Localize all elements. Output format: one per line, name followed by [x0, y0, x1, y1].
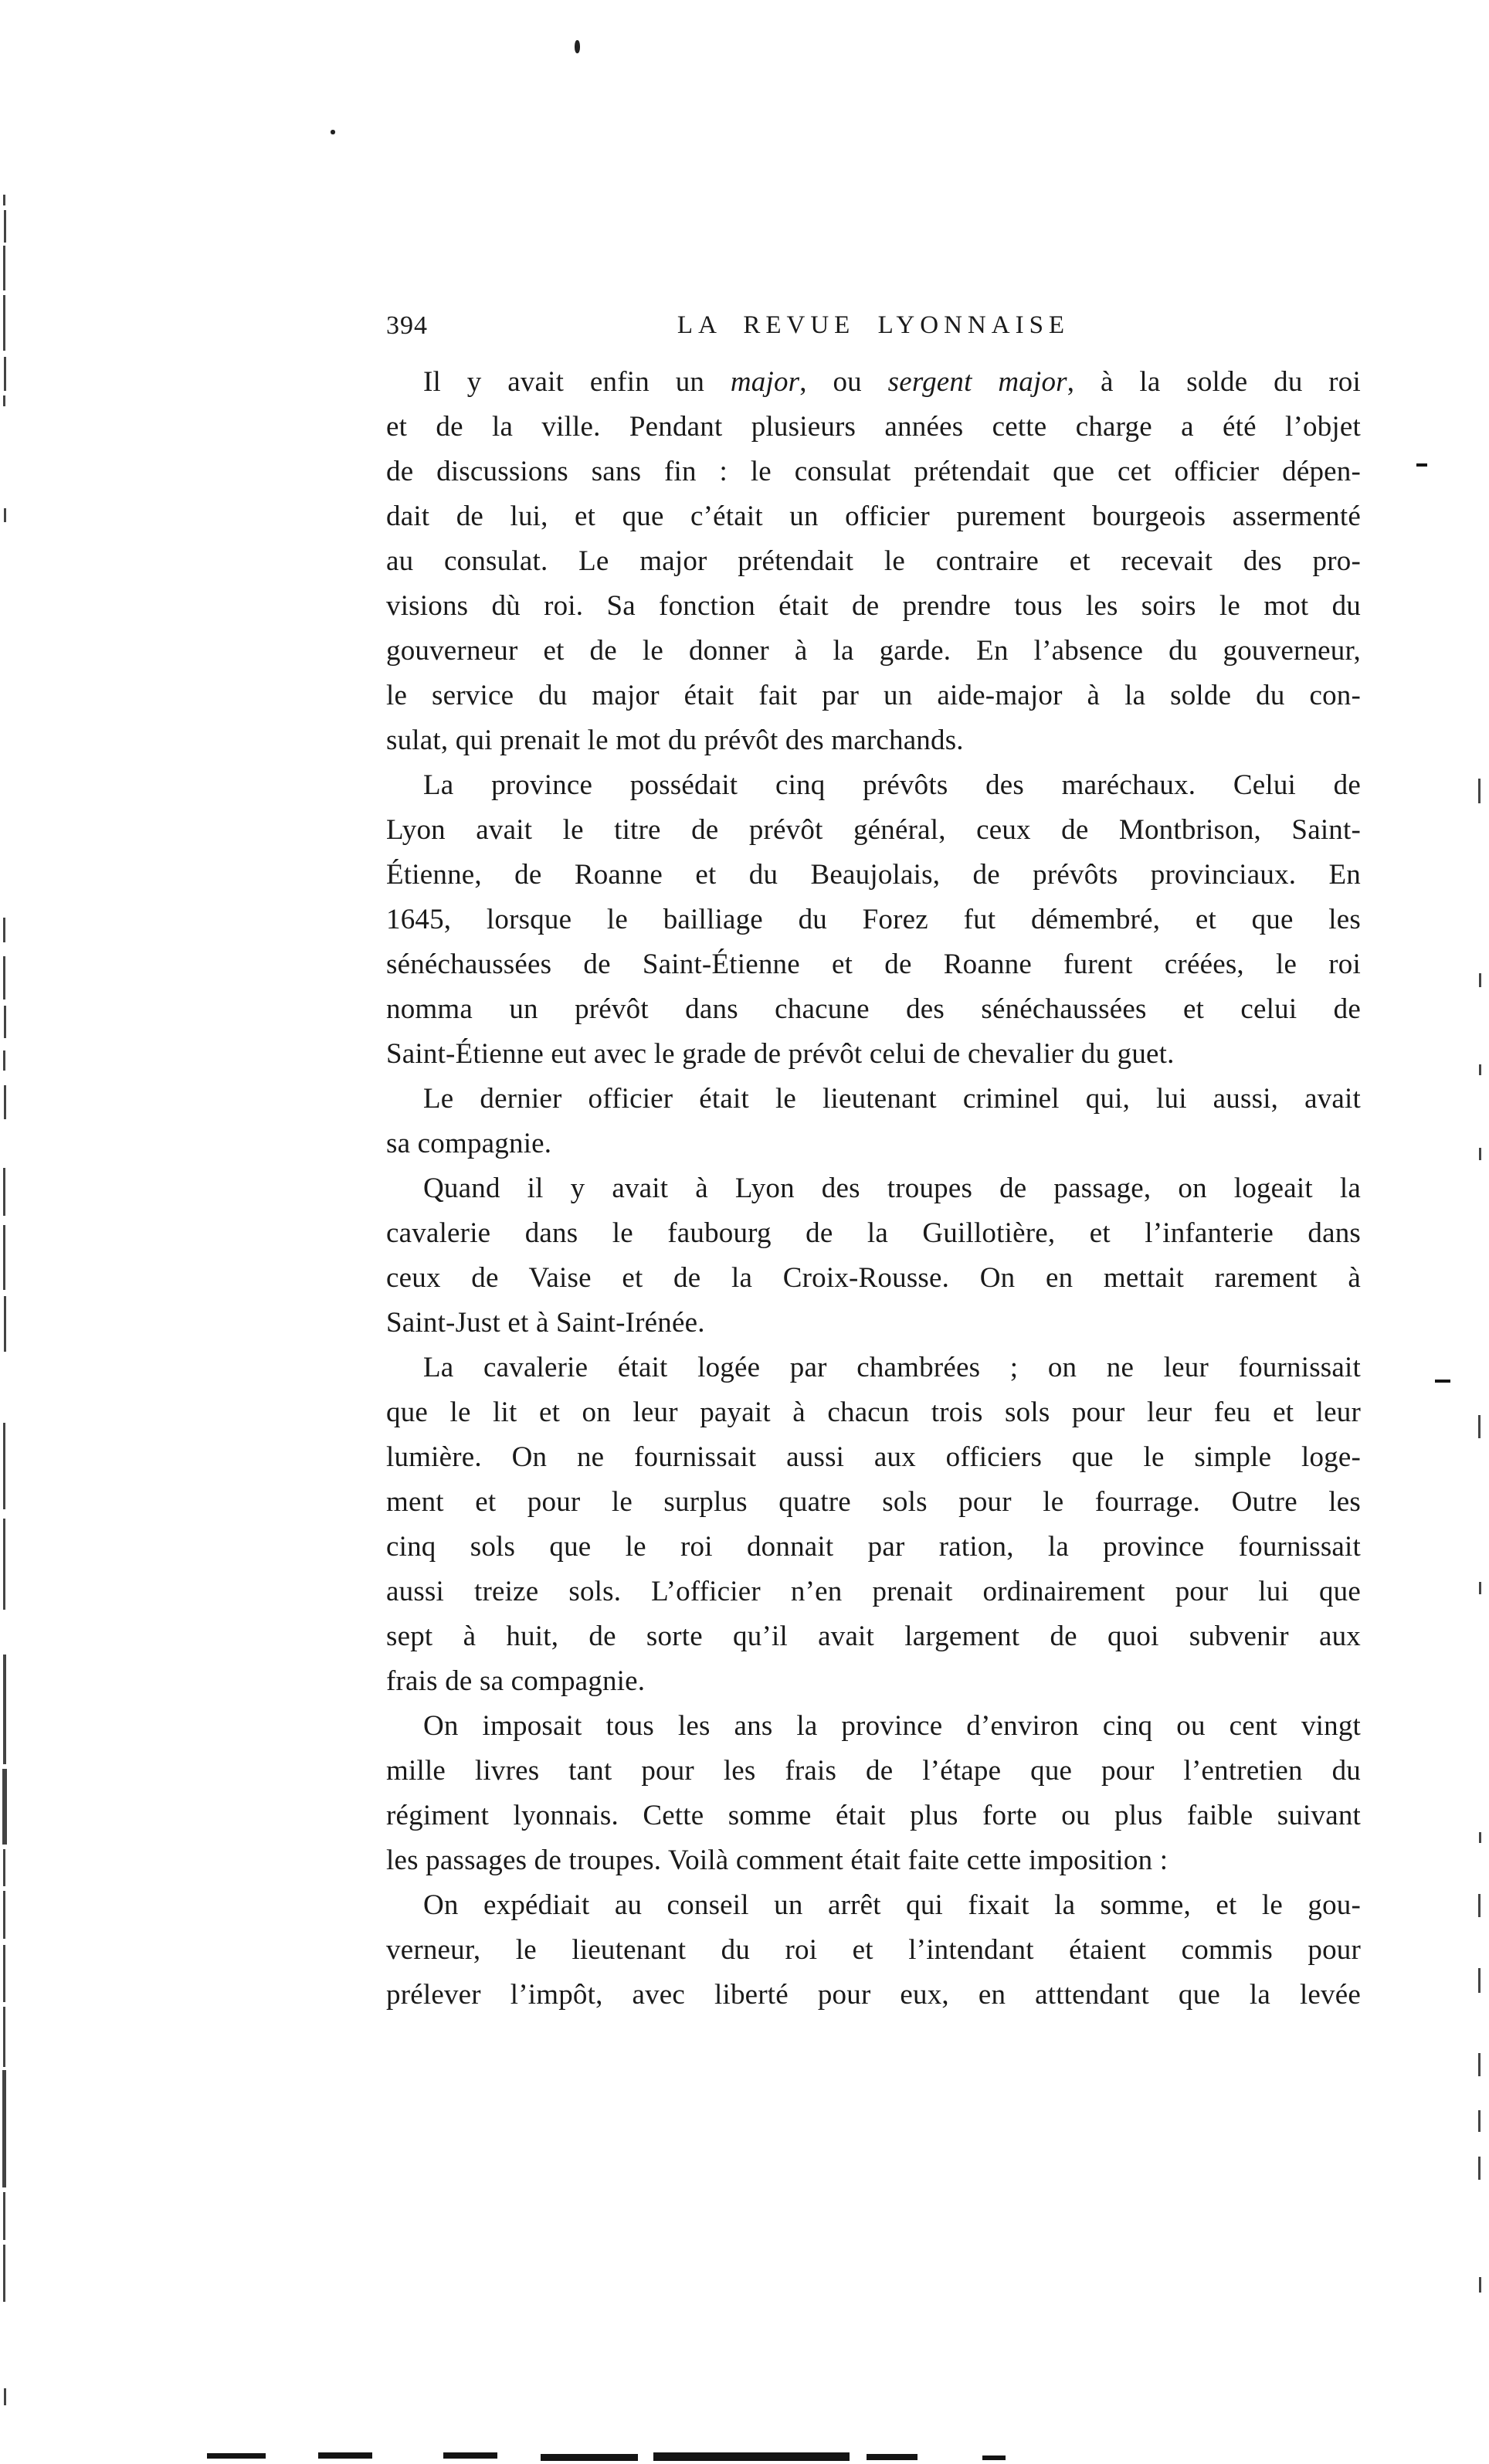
italic-text-segment: sergent major [887, 366, 1067, 398]
scan-mark [318, 2452, 372, 2459]
text-line [386, 1525, 1361, 1570]
scan-mark [1416, 463, 1427, 467]
text-segment: et de la ville. Pendant plusieurs années cette charge a été l’objet [386, 411, 1361, 443]
text-segment: Il y avait enfin un [423, 366, 731, 398]
text-segment: nomma un prévôt dans chacune des sénéchaussées et celui de [386, 993, 1361, 1025]
text-segment: visions dù roi. Sa fonction était de prendre tous les soirs le mot du [386, 590, 1361, 622]
scan-mark [1478, 1894, 1481, 1917]
scan-mark [3, 956, 5, 1000]
text-segment: dait de lui, et que c’était un officier purement bourgeois assermenté [386, 501, 1361, 532]
scan-mark [3, 1225, 5, 1290]
scan-mark [1479, 1064, 1481, 1075]
text-line [386, 405, 1361, 450]
text-segment: La province possédait cinq prévôts des maréchaux. Celui de [423, 769, 1361, 801]
text-line [386, 1614, 1361, 1659]
scan-mark [575, 40, 580, 53]
text-line [386, 1973, 1361, 2018]
page-number: 394 [386, 311, 428, 340]
scan-mark [1479, 1148, 1481, 1160]
paragraph [386, 1704, 1361, 1883]
text-segment: sénéchaussées de Saint-Étienne et de Roanne furent créées, le roi [386, 949, 1361, 980]
text-segment: Saint-Étienne eut avec le grade de prévôt celui de chevalier du guet. [386, 1038, 1175, 1070]
scan-mark [982, 2456, 1006, 2460]
text-segment: Le dernier officier était le lieutenant criminel qui, lui aussi, avait [423, 1083, 1361, 1115]
scan-mark [1479, 2277, 1481, 2293]
text-segment: La cavalerie était logée par chambrées ; on ne leur fournissait [423, 1352, 1361, 1383]
scan-mark [3, 1945, 5, 2002]
text-segment: , ou [799, 366, 888, 398]
scan-mark [3, 395, 5, 406]
text-line [386, 1659, 1361, 1704]
text-segment: cinq sols que le roi donnait par ration, la province fournissait [386, 1531, 1361, 1563]
text-segment: On imposait tous les ans la province d’environ cinq ou cent vingt [423, 1710, 1361, 1742]
scan-mark [3, 2245, 5, 2302]
text-segment: gouverneur et de le donner à la garde. En l’absence du gouverneur, [386, 635, 1361, 667]
scan-mark [1435, 1380, 1450, 1383]
text-segment: sept à huit, de sorte qu’il avait largement de quoi subvenir aux [386, 1621, 1361, 1652]
scan-mark [3, 918, 5, 942]
text-segment: On expédiait au conseil un arrêt qui fixait la somme, et le gou- [423, 1889, 1361, 1921]
paragraph [386, 1346, 1361, 1704]
scan-mark [1478, 2157, 1481, 2180]
text-segment: , à la solde du roi [1067, 366, 1361, 398]
scan-mark [3, 295, 5, 351]
text-segment: sa compagnie. [386, 1128, 552, 1159]
scan-mark [1478, 2110, 1481, 2132]
text-segment: lumière. On ne fournissait aussi aux officiers que le simple loge- [386, 1441, 1361, 1473]
scan-mark [4, 1296, 6, 1352]
scan-mark [4, 357, 6, 391]
text-segment: prélever l’impôt, avec liberté pour eux, en atttendant que la levée [386, 1979, 1361, 2011]
scan-mark [1479, 973, 1481, 987]
scan-mark [3, 2007, 5, 2067]
scan-mark [4, 2388, 6, 2405]
text-line [386, 1166, 1361, 1211]
text-line [386, 1883, 1361, 1928]
italic-text-segment: major [730, 366, 800, 398]
text-line [386, 1390, 1361, 1435]
text-segment: mille livres tant pour les frais de l’étape que pour l’entretien du [386, 1755, 1361, 1787]
text-segment: Étienne, de Roanne et du Beaujolais, de prévôts provinciaux. En [386, 859, 1361, 891]
text-segment: au consulat. Le major prétendait le contraire et recevait des pro- [386, 545, 1361, 577]
text-line [386, 942, 1361, 987]
text-line [386, 360, 1361, 405]
text-line [386, 718, 1361, 763]
scan-mark [1478, 1415, 1481, 1438]
paragraph [386, 763, 1361, 1077]
text-line [386, 1480, 1361, 1525]
text-line [386, 763, 1361, 808]
scan-mark [541, 2454, 638, 2461]
scan-mark [4, 210, 6, 243]
scan-mark [653, 2452, 850, 2461]
text-line [386, 1077, 1361, 1122]
scan-mark [207, 2453, 266, 2459]
scan-mark [1478, 2053, 1481, 2076]
paragraph [386, 1077, 1361, 1166]
text-line [386, 674, 1361, 718]
scan-mark [1479, 1582, 1481, 1594]
text-line [386, 1749, 1361, 1794]
scan-mark [331, 130, 335, 134]
text-segment: Quand il y avait à Lyon des troupes de passage, on logeait la [423, 1173, 1361, 1204]
scan-mark [4, 1006, 6, 1038]
text-line [386, 1435, 1361, 1480]
text-line [386, 1928, 1361, 1973]
text-line [386, 987, 1361, 1032]
text-segment: Lyon avait le titre de prévôt général, ceux de Montbrison, Saint- [386, 814, 1361, 846]
text-segment: 1645, lorsque le bailliage du Forez fut démembré, et que les [386, 904, 1361, 935]
text-line [386, 1346, 1361, 1390]
text-line [386, 1838, 1361, 1883]
scan-mark [3, 1849, 5, 1886]
scan-mark [3, 1519, 5, 1610]
scan-mark [3, 195, 5, 205]
text-line [386, 1256, 1361, 1301]
scan-mark [3, 2192, 5, 2240]
scan-mark [1479, 1832, 1481, 1843]
scan-mark [867, 2454, 917, 2460]
text-segment: que le lit et on leur payait à chacun trois sols pour leur feu et leur [386, 1397, 1361, 1428]
text-line [386, 629, 1361, 674]
text-segment: sulat, qui prenait le mot du prévôt des marchands. [386, 725, 964, 756]
scan-mark [3, 1655, 6, 1764]
running-head-title: LA REVUE LYONNAISE [677, 311, 1070, 339]
scan-mark [2, 2070, 6, 2187]
text-segment: Saint-Just et à Saint-Irénée. [386, 1307, 705, 1339]
text-segment: verneur, le lieutenant du roi et l’intendant étaient commis pour [386, 1934, 1361, 1966]
text-segment: cavalerie dans le faubourg de la Guillotière, et l’infanterie dans [386, 1217, 1361, 1249]
text-line [386, 1122, 1361, 1166]
paragraph [386, 360, 1361, 763]
body-text [386, 360, 1361, 2018]
text-line [386, 584, 1361, 629]
scan-mark [4, 1085, 6, 1119]
text-line [386, 1301, 1361, 1346]
scan-mark [3, 1423, 5, 1509]
paragraph [386, 1166, 1361, 1346]
text-segment: les passages de troupes. Voilà comment était faite cette imposition : [386, 1845, 1168, 1876]
text-line [386, 898, 1361, 942]
scan-mark [3, 1050, 5, 1071]
text-segment: frais de sa compagnie. [386, 1665, 646, 1697]
scan-mark [2, 1769, 7, 1845]
text-segment: ment et pour le surplus quatre sols pour le fourrage. Outre les [386, 1486, 1361, 1518]
text-line [386, 450, 1361, 494]
text-line [386, 1704, 1361, 1749]
text-segment: régiment lyonnais. Cette somme était plus forte ou plus faible suivant [386, 1800, 1361, 1831]
text-line [386, 808, 1361, 853]
scan-mark [3, 1168, 5, 1216]
text-segment: ceux de Vaise et de la Croix-Rousse. On en mettait rarement à [386, 1262, 1361, 1294]
paragraph [386, 1883, 1361, 2018]
text-line [386, 1211, 1361, 1256]
text-line [386, 494, 1361, 539]
scan-mark [3, 246, 5, 290]
scan-mark [1478, 779, 1481, 803]
scan-mark [4, 508, 6, 522]
text-line [386, 1570, 1361, 1614]
text-segment: aussi treize sols. L’officier n’en prenait ordinairement pour lui que [386, 1576, 1361, 1607]
scan-mark [3, 1891, 5, 1939]
scan-mark [1478, 1968, 1481, 1993]
scan-mark [443, 2452, 497, 2459]
text-line [386, 1032, 1361, 1077]
text-segment: le service du major était fait par un aide-major à la solde du con- [386, 680, 1361, 711]
text-line [386, 853, 1361, 898]
text-segment: de discussions sans fin : le consulat prétendait que cet officier dépen- [386, 456, 1361, 487]
text-line [386, 1794, 1361, 1838]
text-line [386, 539, 1361, 584]
